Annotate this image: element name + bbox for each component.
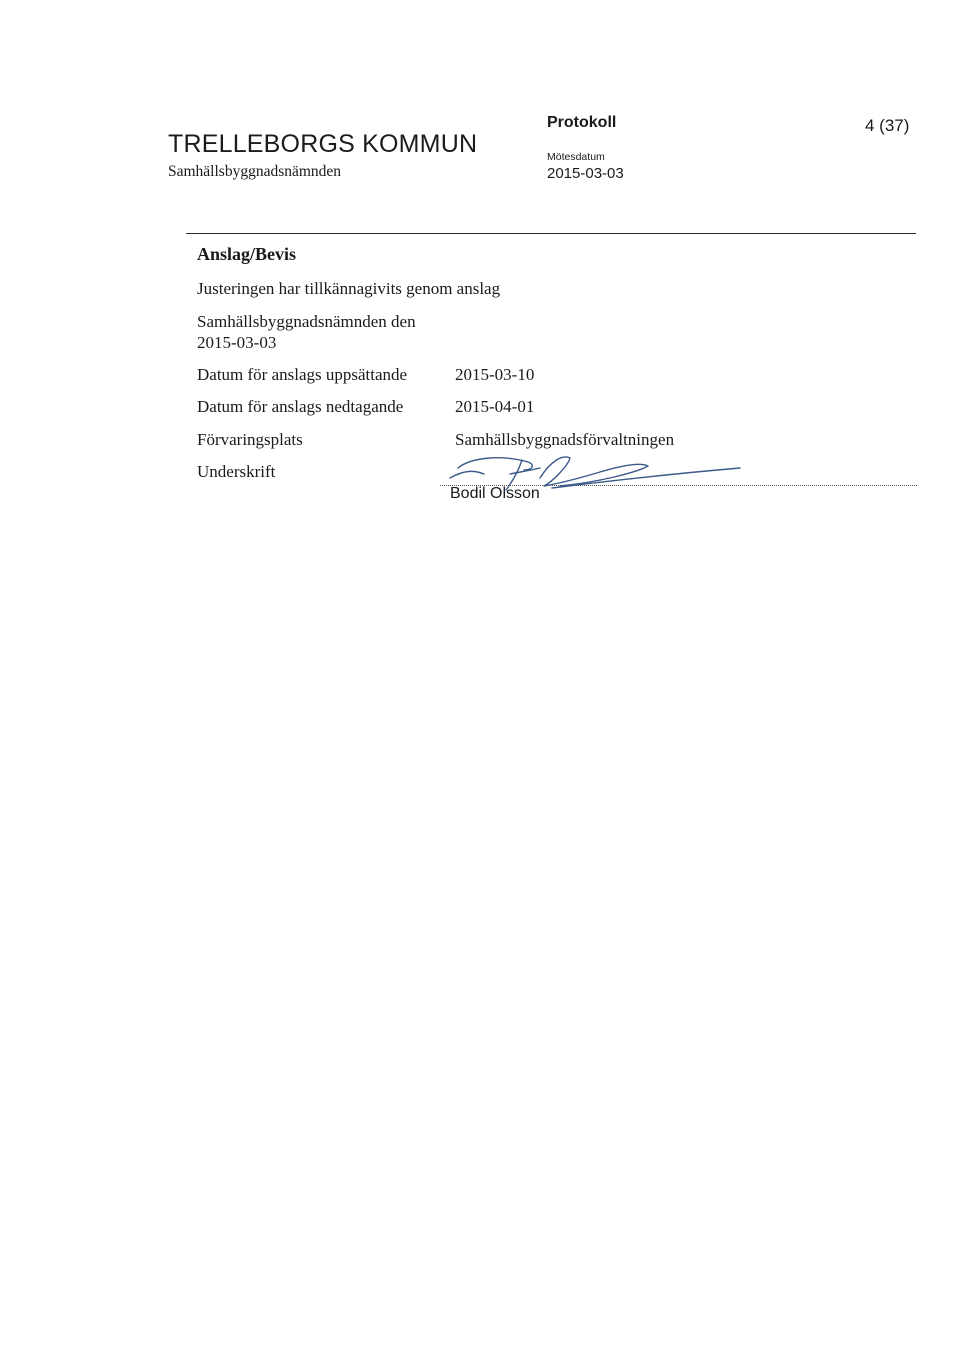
notice-line-1: Justeringen har tillkännagivits genom anslag: [197, 279, 501, 298]
document-type: Protokoll: [547, 114, 617, 131]
storage-location-label: Förvaringsplats: [197, 430, 303, 449]
organization-name: TRELLEBORGS KOMMUN: [168, 130, 478, 158]
storage-location-value: Samhällsbyggnadsförvaltningen: [455, 430, 675, 449]
removal-date-label: Datum för anslags nedtagande: [197, 397, 404, 416]
notice-line-3: 2015-03-03: [197, 333, 277, 352]
meeting-date: 2015-03-03: [547, 165, 624, 182]
page-number: 4 (37): [865, 116, 910, 135]
section-heading: Anslag/Bevis: [197, 244, 297, 264]
header-divider: [186, 233, 916, 234]
posting-date-value: 2015-03-10: [455, 365, 535, 384]
department-name: Samhällsbyggnadsnämnden: [168, 163, 342, 180]
posting-date-label: Datum för anslags uppsättande: [197, 365, 408, 384]
removal-date-value: 2015-04-01: [455, 397, 535, 416]
notice-line-2: Samhällsbyggnadsnämnden den: [197, 312, 416, 331]
signature-label: Underskrift: [197, 462, 276, 481]
meeting-date-label: Mötesdatum: [547, 151, 605, 163]
signer-name: Bodil Olsson: [450, 485, 540, 502]
